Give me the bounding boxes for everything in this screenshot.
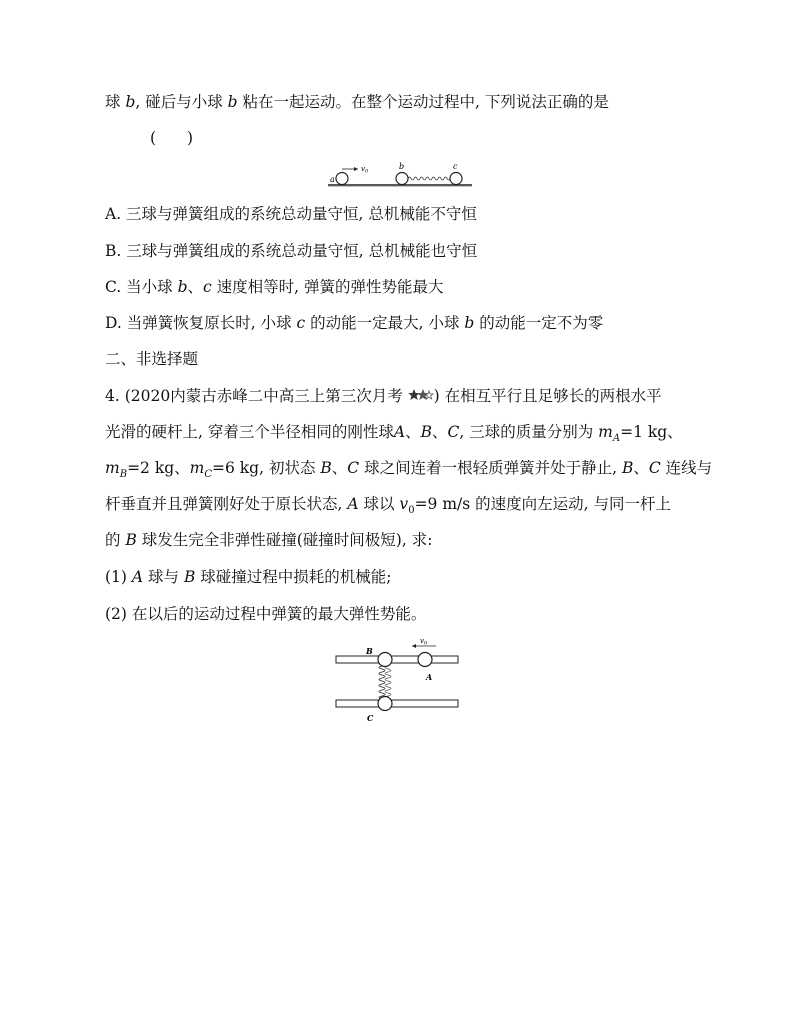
- var-C: C: [648, 459, 661, 477]
- var-c: c: [296, 314, 306, 332]
- q3-stem-tail: [105, 92, 609, 112]
- var-A: A: [347, 495, 359, 513]
- label-B: B: [366, 646, 373, 656]
- subscript-C: C: [204, 469, 213, 481]
- ball-B: [378, 653, 392, 667]
- var-B: B: [420, 423, 432, 441]
- text-fragment: =9 m/s 的速度向左运动, 与同一杆上: [414, 495, 671, 513]
- var-m: m: [598, 423, 613, 441]
- q3-figure: [325, 160, 475, 190]
- ball-b: [396, 173, 408, 185]
- var-b: b: [125, 93, 136, 111]
- ball-A: [418, 653, 432, 667]
- text-fragment: 的动能一定不为零: [474, 314, 604, 332]
- text-fragment: 粘在一起运动。在整个运动过程中, 下列说法正确的是: [237, 93, 609, 111]
- subscript-A: A: [612, 433, 621, 445]
- text-fragment: 、: [187, 278, 204, 296]
- difficulty-stars-icon: [408, 388, 434, 402]
- text-fragment: , 碰后与小球: [135, 93, 228, 111]
- text-fragment: 4. (2020内蒙古赤峰二中高三上第三次月考: [105, 387, 408, 405]
- velocity-label: $v_0$: [420, 637, 428, 647]
- text-fragment: 球碰撞过程中损耗的机械能;: [195, 568, 392, 586]
- option-c: [105, 277, 444, 297]
- text-fragment: 球发生完全非弹性碰撞(碰撞时间极短), 求:: [136, 531, 433, 549]
- q4-figure: [330, 636, 465, 728]
- text-fragment: 球以: [358, 495, 400, 513]
- text-fragment: 、: [331, 459, 348, 477]
- option-b: B. 三球与弹簧组成的系统总动量守恒, 总机械能也守恒: [105, 242, 478, 260]
- text-fragment: 球之间连着一根轻质弹簧并处于静止,: [359, 459, 622, 477]
- q4-line-5: [105, 530, 432, 550]
- label-A: A: [426, 672, 433, 682]
- ball-c: [450, 173, 462, 185]
- text-fragment: 、: [431, 423, 448, 441]
- q4-line-1: [105, 386, 662, 406]
- subscript-B: B: [119, 469, 128, 481]
- subscript-0: 0: [408, 505, 415, 517]
- ball-a: [336, 173, 348, 185]
- spring: [408, 177, 450, 180]
- var-C: C: [447, 423, 460, 441]
- label-a: a: [330, 175, 335, 184]
- q4-line-2: [105, 422, 683, 449]
- label-c: c: [453, 162, 458, 171]
- option-a: A. 三球与弹簧组成的系统总动量守恒, 总机械能不守恒: [105, 205, 477, 223]
- option-d: [105, 313, 603, 333]
- spring: [379, 666, 385, 699]
- var-b: b: [177, 278, 188, 296]
- var-B: B: [320, 459, 332, 477]
- var-C: C: [347, 459, 360, 477]
- top-rod: [336, 656, 458, 663]
- ball-C: [378, 697, 392, 711]
- text-fragment: 连线与: [660, 459, 713, 477]
- var-A: A: [131, 568, 144, 586]
- label-b: b: [399, 162, 405, 171]
- velocity-arrowhead: [412, 644, 416, 648]
- var-B: B: [621, 459, 634, 477]
- var-B: B: [125, 531, 137, 549]
- text-fragment: =1 kg、: [620, 423, 683, 441]
- velocity-arrowhead: [354, 167, 358, 171]
- text-fragment: 的: [105, 531, 126, 549]
- velocity-label: $v_0$: [361, 165, 369, 175]
- var-b: b: [464, 314, 475, 332]
- text-fragment: 、: [633, 459, 649, 477]
- var-m: m: [105, 459, 120, 477]
- text-fragment: 杆垂直并且弹簧刚好处于原长状态,: [105, 495, 348, 513]
- var-m: m: [189, 459, 205, 477]
- q4-line-3: [105, 458, 712, 485]
- text-fragment: =2 kg、: [127, 459, 190, 477]
- answer-blank: ( ): [150, 129, 194, 147]
- text-fragment: , 三球的质量分别为: [459, 423, 599, 441]
- var-c: c: [203, 278, 212, 296]
- text-fragment: 速度相等时, 弹簧的弹性势能最大: [211, 278, 444, 296]
- text-fragment: 的动能一定最大, 小球: [305, 314, 465, 332]
- text-fragment: =6 kg, 初状态: [212, 459, 321, 477]
- section-title: 二、非选择题: [105, 350, 199, 368]
- q4-line-4: [105, 494, 671, 521]
- text-fragment: C. 当小球: [105, 278, 178, 296]
- label-C: C: [367, 713, 374, 723]
- var-v: v: [399, 495, 409, 513]
- bottom-rod: [336, 700, 458, 707]
- text-fragment: (1): [105, 568, 132, 586]
- var-B: B: [183, 568, 196, 586]
- text-fragment: 光滑的硬杆上, 穿着三个半径相同的刚性球: [105, 423, 394, 441]
- spring-back-coil: [385, 666, 391, 699]
- text-fragment: D. 当弹簧恢复原长时, 小球: [105, 314, 297, 332]
- text-fragment: 、: [405, 423, 421, 441]
- text-fragment: 球与: [143, 568, 184, 586]
- text-fragment: ) 在相互平行且足够长的两根水平: [433, 387, 662, 405]
- var-b: b: [227, 93, 238, 111]
- q4-subquestion-1: [105, 567, 392, 587]
- q4-subquestion-2: (2) 在以后的运动过程中弹簧的最大弹性势能。: [105, 605, 427, 623]
- var-A: A: [393, 423, 406, 441]
- text-fragment: 球: [105, 93, 126, 111]
